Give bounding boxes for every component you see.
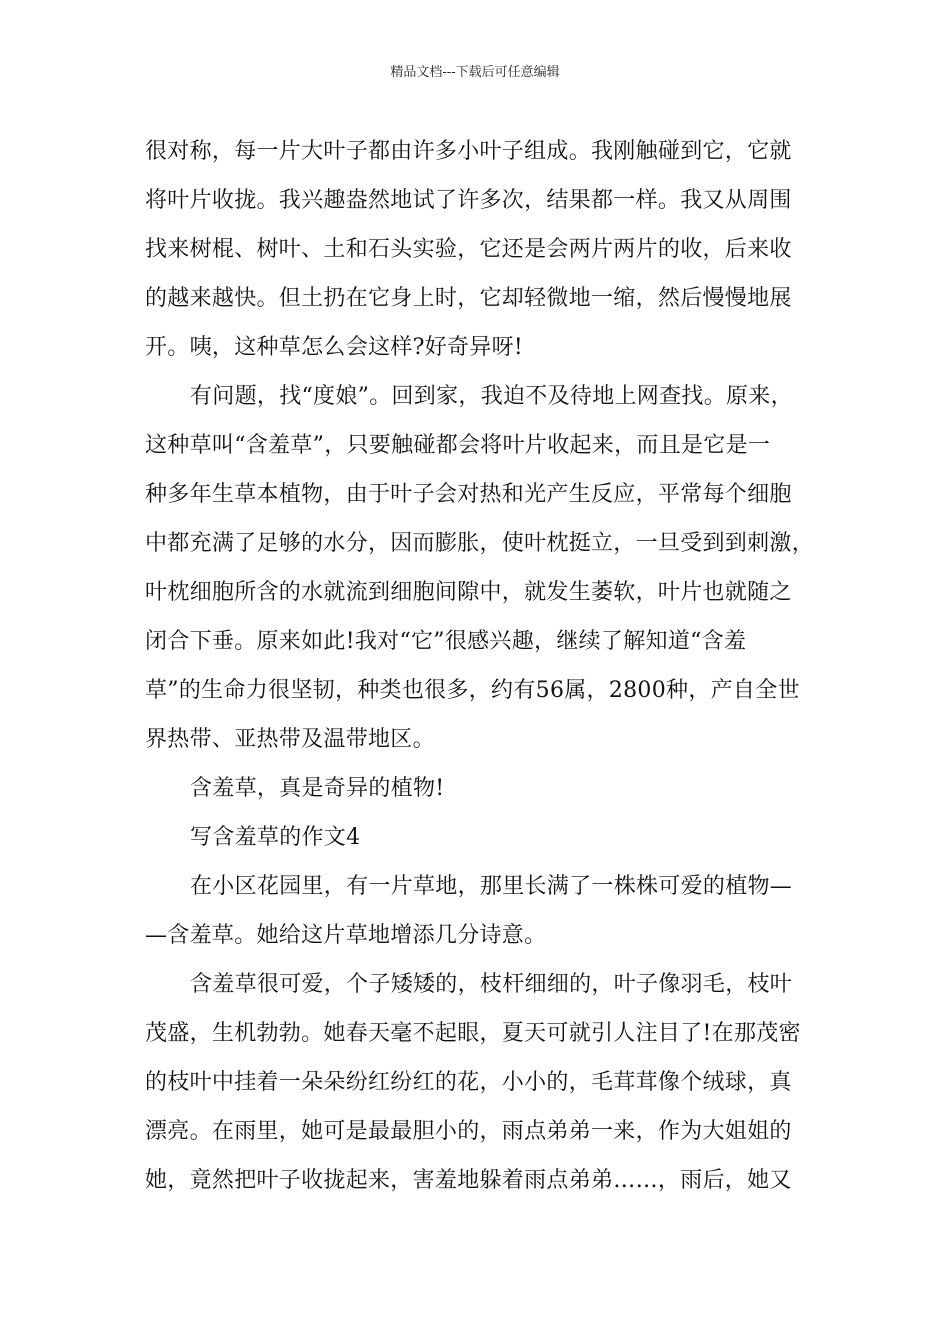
text-line: 她，竟然把叶子收拢起来，害羞地躲着雨点弟弟……，雨后，她又 [145,1168,792,1193]
text-line: 漂亮。在雨里，她可是最最胆小的，雨点弟弟一来，作为大姐姐的 [145,1119,792,1144]
text-line: 将叶片收拢。我兴趣盎然地试了许多次，结果都一样。我又从周围 [145,188,792,213]
text-line: 找来树棍、树叶、土和石头实验，它还是会两片两片的收，后来收 [145,237,792,262]
text-line: 含羞草很可爱，个子矮矮的，枝杆细细的，叶子像羽毛，枝叶 [190,972,793,997]
text-line: —含羞草。她给这片草地增添几分诗意。 [145,923,547,948]
text-line: 的枝叶中挂着一朵朵纷红纷红的花，小小的，毛茸茸像个绒球，真 [145,1070,792,1095]
text-line: 茂盛，生机勃勃。她春天毫不起眼，夏天可就引人注目了!在那茂密 [145,1021,801,1046]
text-line: 中都充满了足够的水分，因而膨胀，使叶枕挺立，一旦受到到刺激， [145,531,815,556]
text-line: 闭合下垂。原来如此!我对“它”很感兴趣，继续了解知道“含羞 [145,629,747,654]
text-line: 的越来越快。但土扔在它身上时，它却轻微地一缩，然后慢慢地展 [145,286,792,311]
text-line: 这种草叫“含羞草”，只要触碰都会将叶片收起来，而且是它是一 [145,433,771,458]
page-header: 精品文档---下载后可任意编辑 [390,65,560,80]
text-line: 界热带、亚热带及温带地区。 [145,727,435,752]
text-line: 种多年生草本植物，由于叶子会对热和光产生反应，平常每个细胞 [145,482,792,507]
text-line: 草”的生命力很坚韧，种类也很多，约有56属，2800种，产自全世 [145,678,800,703]
text-line: 有问题，找“度娘”。回到家，我迫不及待地上网查找。原来， [190,384,793,409]
text-line: 很对称，每一片大叶子都由许多小叶子组成。我刚触碰到它，它就 [145,139,792,164]
text-line: 在小区花园里，有一片草地，那里长满了一株株可爱的植物— [190,874,793,899]
text-line: 写含羞草的作文4 [190,825,361,850]
text-line: 含羞草，真是奇异的植物! [190,776,445,801]
document-body [145,127,815,1205]
text-line: 开。咦，这种草怎么会这样?好奇异呀! [145,335,524,360]
text-line: 叶枕细胞所含的水就流到细胞间隙中，就发生萎软，叶片也就随之 [145,580,792,605]
